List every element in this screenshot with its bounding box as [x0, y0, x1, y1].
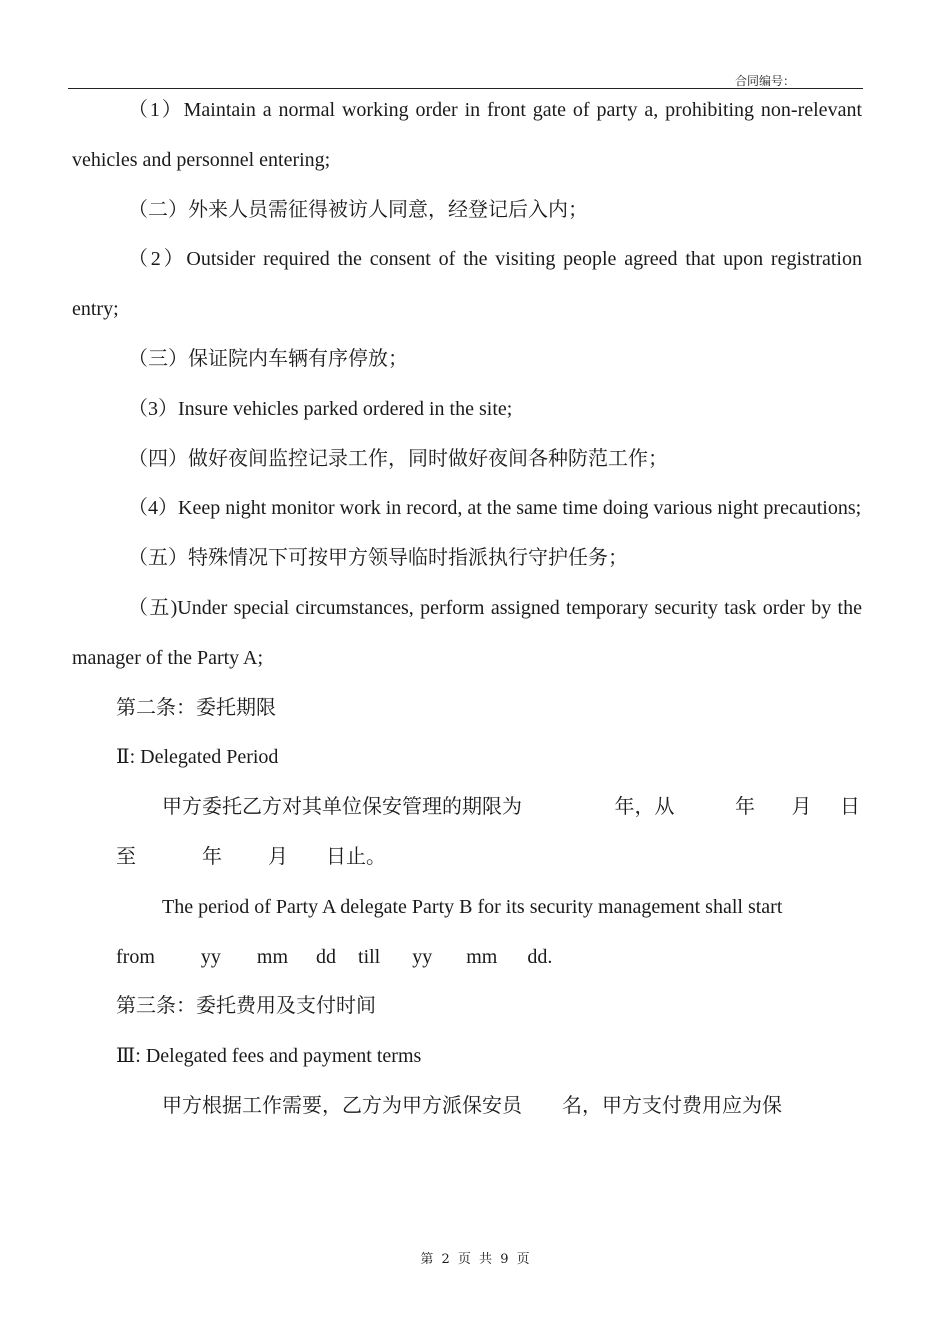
article-3-title-cn: 第三条：委托费用及支付时间 — [116, 995, 376, 1018]
period-from-mm: mm — [256, 945, 289, 968]
period-to: 至 — [116, 845, 136, 868]
period-till-yy: yy — [412, 945, 433, 968]
page-footer: 第 2 页 共 9 页 — [420, 1252, 530, 1267]
period-from-yy: yy — [200, 945, 221, 968]
item-3-cn: （三）保证院内车辆有序停放； — [128, 347, 408, 370]
period-end-day: 日止。 — [326, 845, 386, 868]
document-body — [72, 86, 862, 1132]
contract-number-label: 合同编号： — [735, 74, 796, 88]
article-2-period-line-1 — [72, 783, 862, 833]
period-end-year: 年 — [202, 845, 222, 868]
item-4-cn: （四）做好夜间监控记录工作，同时做好夜间各种防范工作； — [128, 447, 668, 470]
item-4-en: （4）Keep night monitor work in record, at the same time doing various night precautions; — [128, 497, 862, 520]
article-2-en-line-2 — [72, 933, 862, 983]
period-from-dd: dd — [316, 945, 337, 968]
period-till: till — [358, 945, 381, 968]
article-3-line-1: 甲方根据工作需要，乙方为甲方派保安员 名，甲方支付费用应为保 — [162, 1094, 782, 1117]
article-2-en-line-1: The period of Party A delegate Party B for its security management shall start — [162, 895, 783, 918]
article-2-title-en: Ⅱ: Delegated Period — [116, 746, 279, 769]
item-2-cn: （二）外来人员需征得被访人同意，经登记后入内； — [128, 198, 588, 221]
period-start-year: 年 — [735, 796, 755, 819]
article-2-period-line-2 — [72, 833, 862, 883]
item-3-en: （3）Insure vehicles parked ordered in the site; — [128, 397, 513, 420]
period-from: from — [116, 945, 155, 968]
period-years: 年，从 — [614, 796, 675, 819]
item-5-en: （五)Under special circumstances, perform assigned temporary security task order by the manager of the Party A; — [72, 596, 862, 669]
article-3-title-en: Ⅲ: Delegated fees and payment terms — [116, 1045, 422, 1068]
period-start-day: 日 — [840, 796, 860, 819]
period-till-dd: dd. — [527, 945, 553, 968]
article-2-title-cn: 第二条：委托期限 — [116, 696, 276, 719]
item-2-en: （2）Outsider required the consent of the visiting people agreed that upon registration entry; — [72, 248, 862, 321]
period-end-month: 月 — [268, 845, 288, 868]
item-1-en: （1）Maintain a normal working order in front gate of party a, prohibiting non-relevant vehicles and personnel entering; — [72, 99, 862, 171]
item-5-cn: （五）特殊情况下可按甲方领导临时指派执行守护任务； — [128, 547, 628, 570]
period-text: 甲方委托乙方对其单位保安管理的期限为 — [162, 796, 522, 819]
period-start-month: 月 — [791, 796, 812, 819]
period-till-mm: mm — [466, 945, 498, 968]
